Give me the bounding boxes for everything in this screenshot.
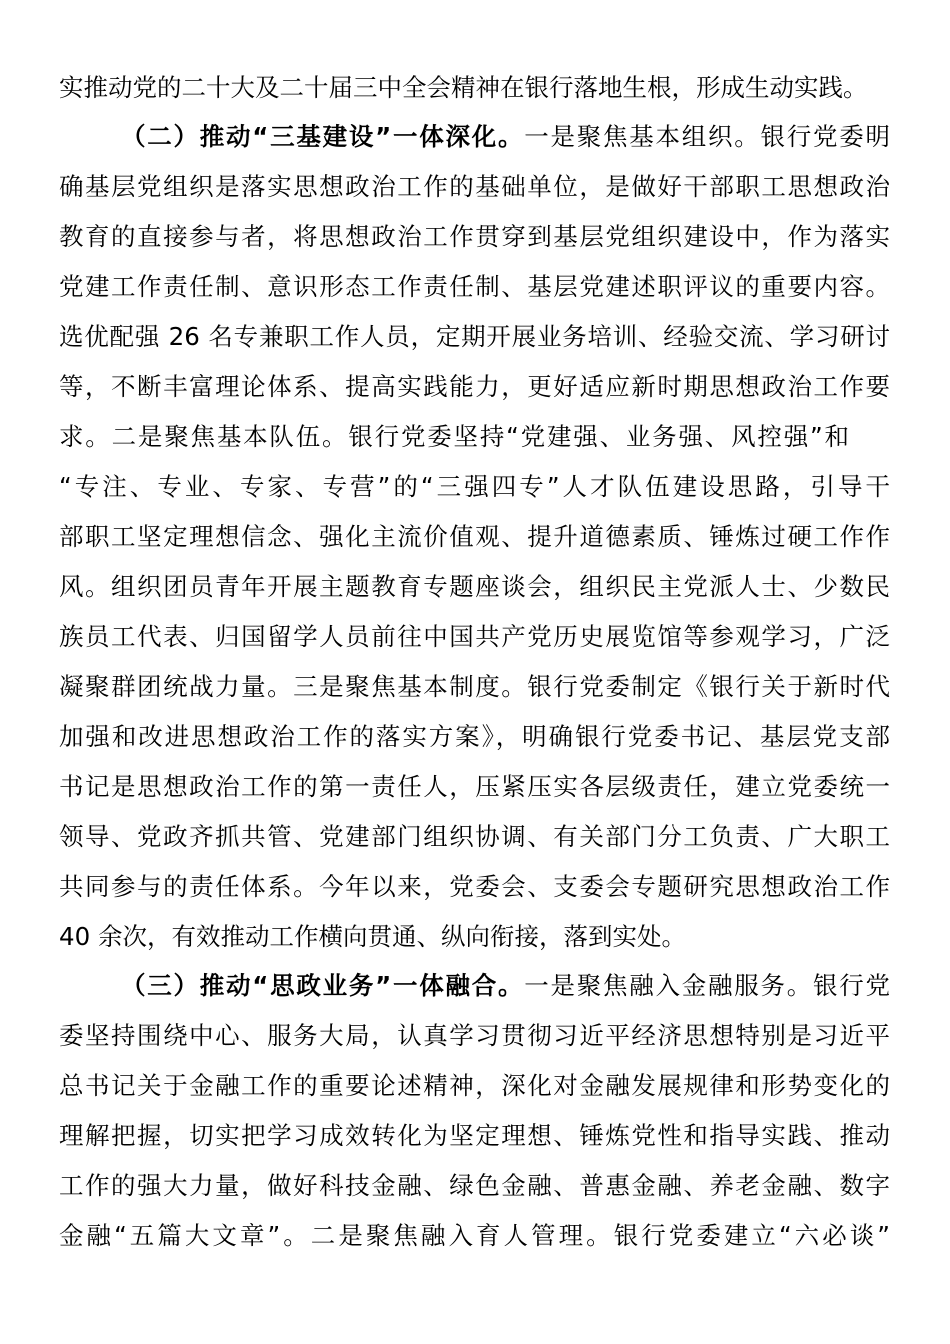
text-line: 总书记关于金融工作的重要论述精神，深化对金融发展规律和形势变化的 bbox=[59, 1071, 890, 1100]
text-line: 选优配强 26 名专兼职工作人员，定期开展业务培训、经验交流、学习研讨 bbox=[59, 322, 890, 351]
section-heading-line bbox=[121, 121, 890, 153]
text-line: 族员工代表、归国留学人员前往中国共产党历史展览馆等参观学习，广泛 bbox=[59, 622, 890, 651]
text-line: 领导、党政齐抓共管、党建部门组织协调、有关部门分工负责、广大职工 bbox=[59, 822, 890, 851]
text-line: 求。二是聚焦基本队伍。银行党委坚持“党建强、业务强、风控强”和 bbox=[59, 422, 849, 451]
text-line: 共同参与的责任体系。今年以来，党委会、支委会专题研究思想政治工作 bbox=[59, 872, 890, 901]
text-line: 党建工作责任制、意识形态工作责任制、基层党建述职评议的重要内容。 bbox=[59, 272, 890, 301]
text-line: 风。组织团员青年开展主题教育专题座谈会，组织民主党派人士、少数民 bbox=[59, 572, 890, 601]
text-line: 书记是思想政治工作的第一责任人，压紧压实各层级责任，建立党委统一 bbox=[59, 772, 890, 801]
text-line: 凝聚群团统战力量。三是聚焦基本制度。银行党委制定《银行关于新时代 bbox=[59, 672, 890, 701]
text-line: 金融“五篇大文章”。二是聚焦融入育人管理。银行党委建立“六必谈” bbox=[59, 1221, 890, 1250]
text-line: 理解把握，切实把学习成效转化为坚定理想、锤炼党性和指导实践、推动 bbox=[59, 1121, 890, 1150]
text-line: 委坚持围绕中心、服务大局，认真学习贯彻习近平经济思想特别是习近平 bbox=[59, 1021, 890, 1050]
section-heading-line bbox=[121, 970, 890, 1002]
text-line: 工作的强大力量，做好科技金融、绿色金融、普惠金融、养老金融、数字 bbox=[59, 1171, 890, 1200]
text-line: 40 余次，有效推动工作横向贯通、纵向衔接，落到实处。 bbox=[59, 922, 686, 951]
text-line: 部职工坚定理想信念、强化主流价值观、提升道德素质、锤炼过硬工作作 bbox=[59, 522, 890, 551]
section-heading: （二）推动“三基建设”一体深化。 bbox=[121, 122, 525, 151]
text-line: 实推动党的二十大及二十届三中全会精神在银行落地生根，形成生动实践。 bbox=[59, 73, 868, 102]
text-line: 等，不断丰富理论体系、提高实践能力，更好适应新时期思想政治工作要 bbox=[59, 372, 890, 401]
text-line: “专注、专业、专家、专营”的“三强四专”人才队伍建设思路，引导干 bbox=[59, 472, 890, 501]
text-line: 确基层党组织是落实思想政治工作的基础单位，是做好干部职工思想政治 bbox=[59, 172, 890, 201]
text-line: 加强和改进思想政治工作的落实方案》，明确银行党委书记、基层党支部 bbox=[59, 722, 890, 751]
section-heading: （三）推动“思政业务”一体融合。 bbox=[121, 971, 525, 1000]
text-line: 教育的直接参与者，将思想政治工作贯穿到基层党组织建设中，作为落实 bbox=[59, 222, 890, 251]
text-run: 一是聚焦融入金融服务。银行党 bbox=[524, 971, 891, 1000]
text-run: 一是聚焦基本组织。银行党委明 bbox=[524, 122, 891, 151]
